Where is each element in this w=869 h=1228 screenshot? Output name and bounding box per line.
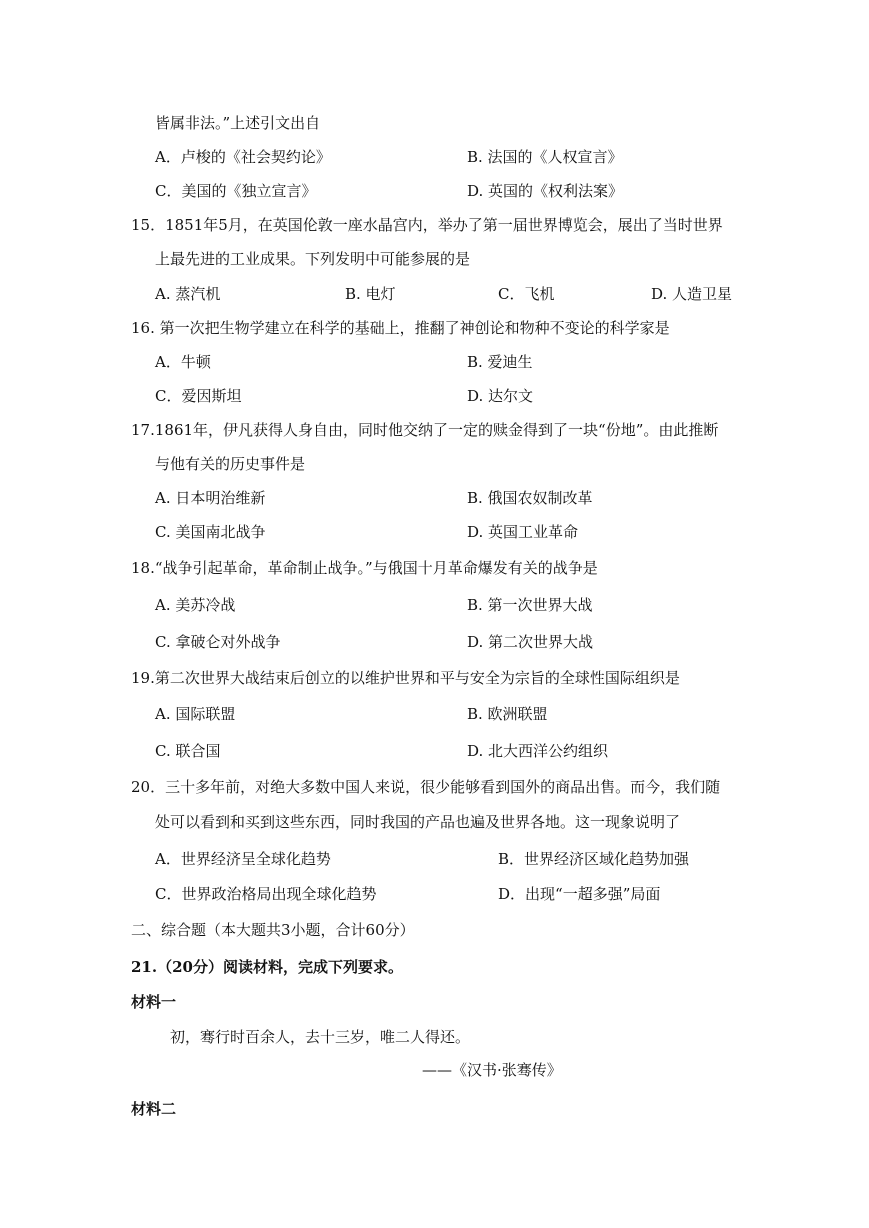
q15-stem-line2: 上最先进的工业成果。下列发明中可能参展的是 [155,250,471,268]
q21-title: 21.（20分）阅读材料，完成下列要求。 [131,958,403,976]
q17-option-a: A. 日本明治维新 [155,489,266,507]
q15-option-d: D. 人造卫星 [651,285,733,303]
q14-option-b: B. 法国的《人权宣言》 [467,148,623,166]
q19-option-a: A. 国际联盟 [155,705,236,723]
q18-option-a: A. 美苏冷战 [155,596,236,614]
q14-option-c: C．美国的《独立宣言》 [155,182,317,200]
q19-option-d: D. 北大西洋公约组织 [467,742,609,760]
q15-option-b: B. 电灯 [345,285,396,303]
q16-option-c: C．爱因斯坦 [155,387,242,405]
q19-option-b: B. 欧洲联盟 [467,705,548,723]
q15-option-c: C．飞机 [498,285,555,303]
material2-label: 材料二 [131,1100,177,1118]
q20-option-a: A．世界经济呈全球化趋势 [155,850,331,868]
q16-option-d: D. 达尔文 [467,387,534,405]
q19-stem: 19.第二次世界大战结束后创立的以维护世界和平与安全为宗旨的全球性国际组织是 [131,669,680,687]
q20-stem-line1: 20．三十多年前，对绝大多数中国人来说，很少能够看到国外的商品出售。而今，我们随 [131,778,721,796]
section2-title: 二、综合题（本大题共3小题，合计60分） [131,921,415,939]
q18-option-c: C. 拿破仑对外战争 [155,633,281,651]
q19-option-c: C. 联合国 [155,742,221,760]
q18-stem: 18.“战争引起革命，革命制止战争。”与俄国十月革命爆发有关的战争是 [131,559,598,577]
q17-option-c: C. 美国南北战争 [155,523,266,541]
q20-option-c: C．世界政治格局出现全球化趋势 [155,885,377,903]
q18-option-b: B. 第一次世界大战 [467,596,593,614]
q17-option-d: D. 英国工业革命 [467,523,579,541]
q17-stem-line1: 17.1861年，伊凡获得人身自由，同时他交纳了一定的赎金得到了一块“份地”。由此推断 [131,421,719,439]
q15-option-a: A. 蒸汽机 [155,285,221,303]
q14-option-a: A．卢梭的《社会契约论》 [155,148,331,166]
q16-option-b: B. 爱迪生 [467,353,533,371]
material1-label: 材料一 [131,993,177,1011]
q14-stem-tail: 皆属非法。”上述引文出自 [155,114,321,132]
q15-stem-line1: 15．1851年5月，在英国伦敦一座水晶宫内，举办了第一届世界博览会，展出了当时世界 [131,216,723,234]
q20-option-b: B．世界经济区域化趋势加强 [498,850,690,868]
material1-source: ——《汉书·张骞传》 [422,1061,562,1079]
q17-stem-line2: 与他有关的历史事件是 [155,455,306,473]
q18-option-d: D. 第二次世界大战 [467,633,594,651]
q20-stem-line2: 处可以看到和买到这些东西，同时我国的产品也遍及世界各地。这一现象说明了 [155,813,681,831]
q20-option-d: D．出现“一超多强”局面 [498,885,661,903]
q14-option-d: D. 英国的《权利法案》 [467,182,624,200]
q16-stem: 16. 第一次把生物学建立在科学的基础上，推翻了神创论和物种不变论的科学家是 [131,319,670,337]
q17-option-b: B. 俄国农奴制改革 [467,489,593,507]
q16-option-a: A．牛顿 [155,353,211,371]
material1-text: 初，骞行时百余人，去十三岁，唯二人得还。 [170,1028,471,1046]
